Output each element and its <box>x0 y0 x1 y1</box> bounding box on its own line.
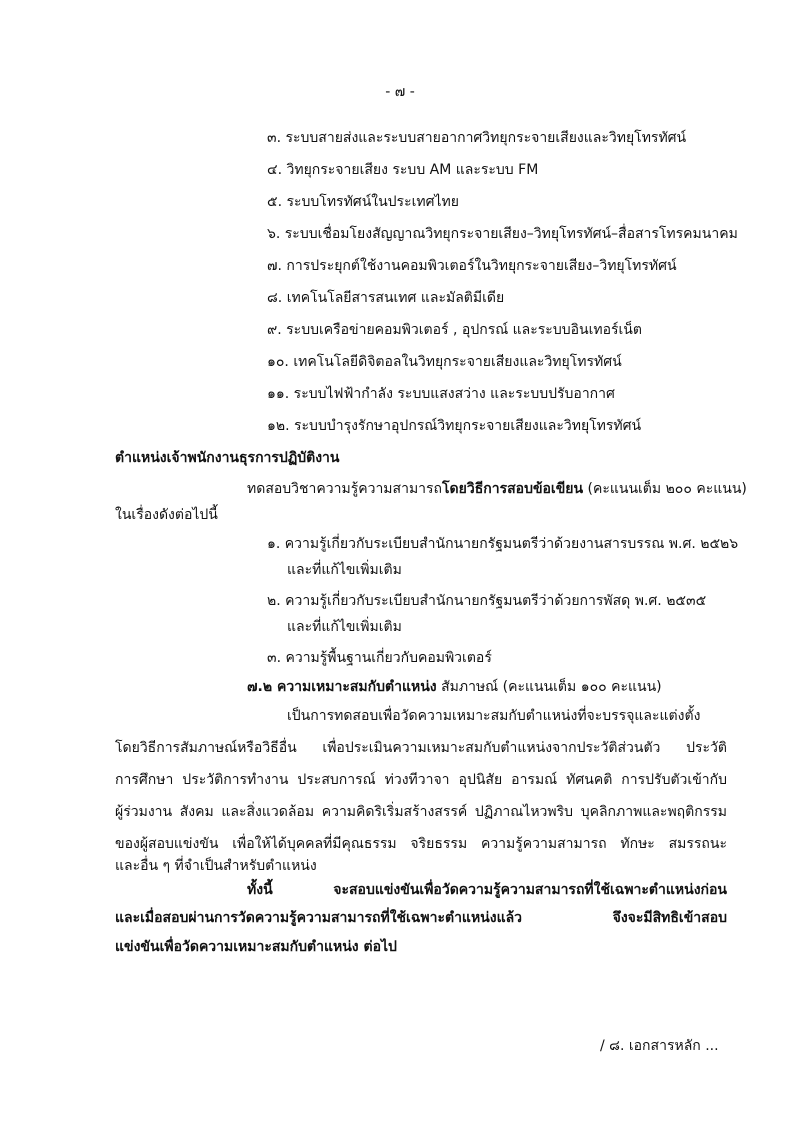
position-intro-cont: ในเรื่องดังต่อไปนี้ <box>115 507 218 523</box>
paragraph-line: โดยวิธีการสัมภาษณ์หรือวิธีอื่น เพื่อประเมินความเหมาะสมกับตำแหน่งจากประวัติส่วนตัว ประวัติ <box>115 740 727 756</box>
list-item: ๖. ระบบเชื่อมโยงสัญญาณวิทยุกระจายเสียง–วิทยุโทรทัศน์–สื่อสารโทรคมนาคม <box>267 226 738 242</box>
list-item: ๒. ความรู้เกี่ยวกับระเบียบสำนักนายกรัฐมนตรีว่าด้วยการพัสดุ พ.ศ. ๒๕๓๕ <box>267 593 707 609</box>
paragraph-line: แข่งขันเพื่อวัดความเหมาะสมกับตำแหน่ง ต่อไป <box>115 939 397 955</box>
list-item: ๑๒. ระบบบำรุงรักษาอุปกรณ์วิทยุกระจายเสียงและวิทยุโทรทัศน์ <box>267 418 642 434</box>
paragraph-line: ทั้งนี้ จะสอบแข่งขันเพื่อวัดความรู้ความสามารถที่ใช้เฉพาะตำแหน่งก่อน <box>247 882 727 898</box>
list-item: ๔. วิทยุกระจายเสียง ระบบ AM และระบบ FM <box>267 162 539 178</box>
intro-prefix: ทดสอบวิชาความรู้ความสามารถ <box>247 481 443 497</box>
list-item: ๙. ระบบเครือข่ายคอมพิวเตอร์ , อุปกรณ์ และระบบอินเทอร์เน็ต <box>267 322 642 338</box>
paragraph-line: ผู้ร่วมงาน สังคม และสิ่งแวดล้อม ความคิดริเริ่มสร้างสรรค์ ปฏิภาณไหวพริบ บุคลิกภาพและพฤติกรรม <box>115 804 727 820</box>
list-item: ๑๐. เทคโนโลยีดิจิตอลในวิทยุกระจายเสียงและวิทยุโทรทัศน์ <box>267 354 622 370</box>
list-item-cont: และที่แก้ไขเพิ่มเติม <box>287 562 402 578</box>
list-item-cont: และที่แก้ไขเพิ่มเติม <box>287 619 402 635</box>
paragraph-line: การศึกษา ประวัติการทำงาน ประสบการณ์ ท่วงทีวาจา อุปนิสัย อารมณ์ ทัศนคติ การปรับตัวเข้ากับ <box>115 772 727 788</box>
list-item: ๕. ระบบโทรทัศน์ในประเทศไทย <box>267 194 459 210</box>
paragraph-line: ของผู้สอบแข่งขัน เพื่อให้ได้บุคคลที่มีคุณธรรม จริยธรรม ความรู้ความสามารถ ทักษะ สมรรถนะ <box>115 836 727 852</box>
section-72-title: ๗.๒ ความเหมาะสมกับตำแหน่ง <box>247 679 437 695</box>
section-72-method: สัมภาษณ์ (คะแนนเต็ม ๑๐๐ คะแนน) <box>436 679 662 695</box>
next-page-reference: / ๘. เอกสารหลัก ... <box>600 1038 719 1054</box>
list-item: ๘. เทคโนโลยีสารสนเทศ และมัลติมีเดีย <box>267 290 505 306</box>
list-item: ๓. ระบบสายส่งและระบบสายอากาศวิทยุกระจายเสียงและวิทยุโทรทัศน์ <box>267 130 687 146</box>
intro-score: (คะแนนเต็ม ๒๐๐ คะแนน) <box>583 481 747 497</box>
position-heading: ตำแหน่งเจ้าพนักงานธุรการปฏิบัติงาน <box>115 450 340 466</box>
intro-method: โดยวิธีการสอบข้อเขียน <box>442 481 584 497</box>
list-item: ๑. ความรู้เกี่ยวกับระเบียบสำนักนายกรัฐมนตรีว่าด้วยงานสารบรรณ พ.ศ. ๒๕๒๖ <box>267 536 739 552</box>
paragraph-line: และเมื่อสอบผ่านการวัดความรู้ความสามารถที่ใช้เฉพาะตำแหน่งแล้ว จึงจะมีสิทธิเข้าสอบ <box>115 910 727 926</box>
paragraph-line: เป็นการทดสอบเพื่อวัดความเหมาะสมกับตำแหน่งที่จะบรรจุและแต่งตั้ง <box>287 708 701 724</box>
page-number: - ๗ - <box>385 84 415 100</box>
section-72-heading <box>247 677 662 697</box>
list-item: ๑๑. ระบบไฟฟ้ากำลัง ระบบแสงสว่าง และระบบปรับอากาศ <box>267 386 615 402</box>
list-item: ๓. ความรู้พื้นฐานเกี่ยวกับคอมพิวเตอร์ <box>267 650 492 666</box>
list-item: ๗. การประยุกต์ใช้งานคอมพิวเตอร์ในวิทยุกระจายเสียง–วิทยุโทรทัศน์ <box>267 258 677 274</box>
position-intro <box>247 479 747 499</box>
paragraph-line: และอื่น ๆ ที่จำเป็นสำหรับตำแหน่ง <box>115 858 317 874</box>
